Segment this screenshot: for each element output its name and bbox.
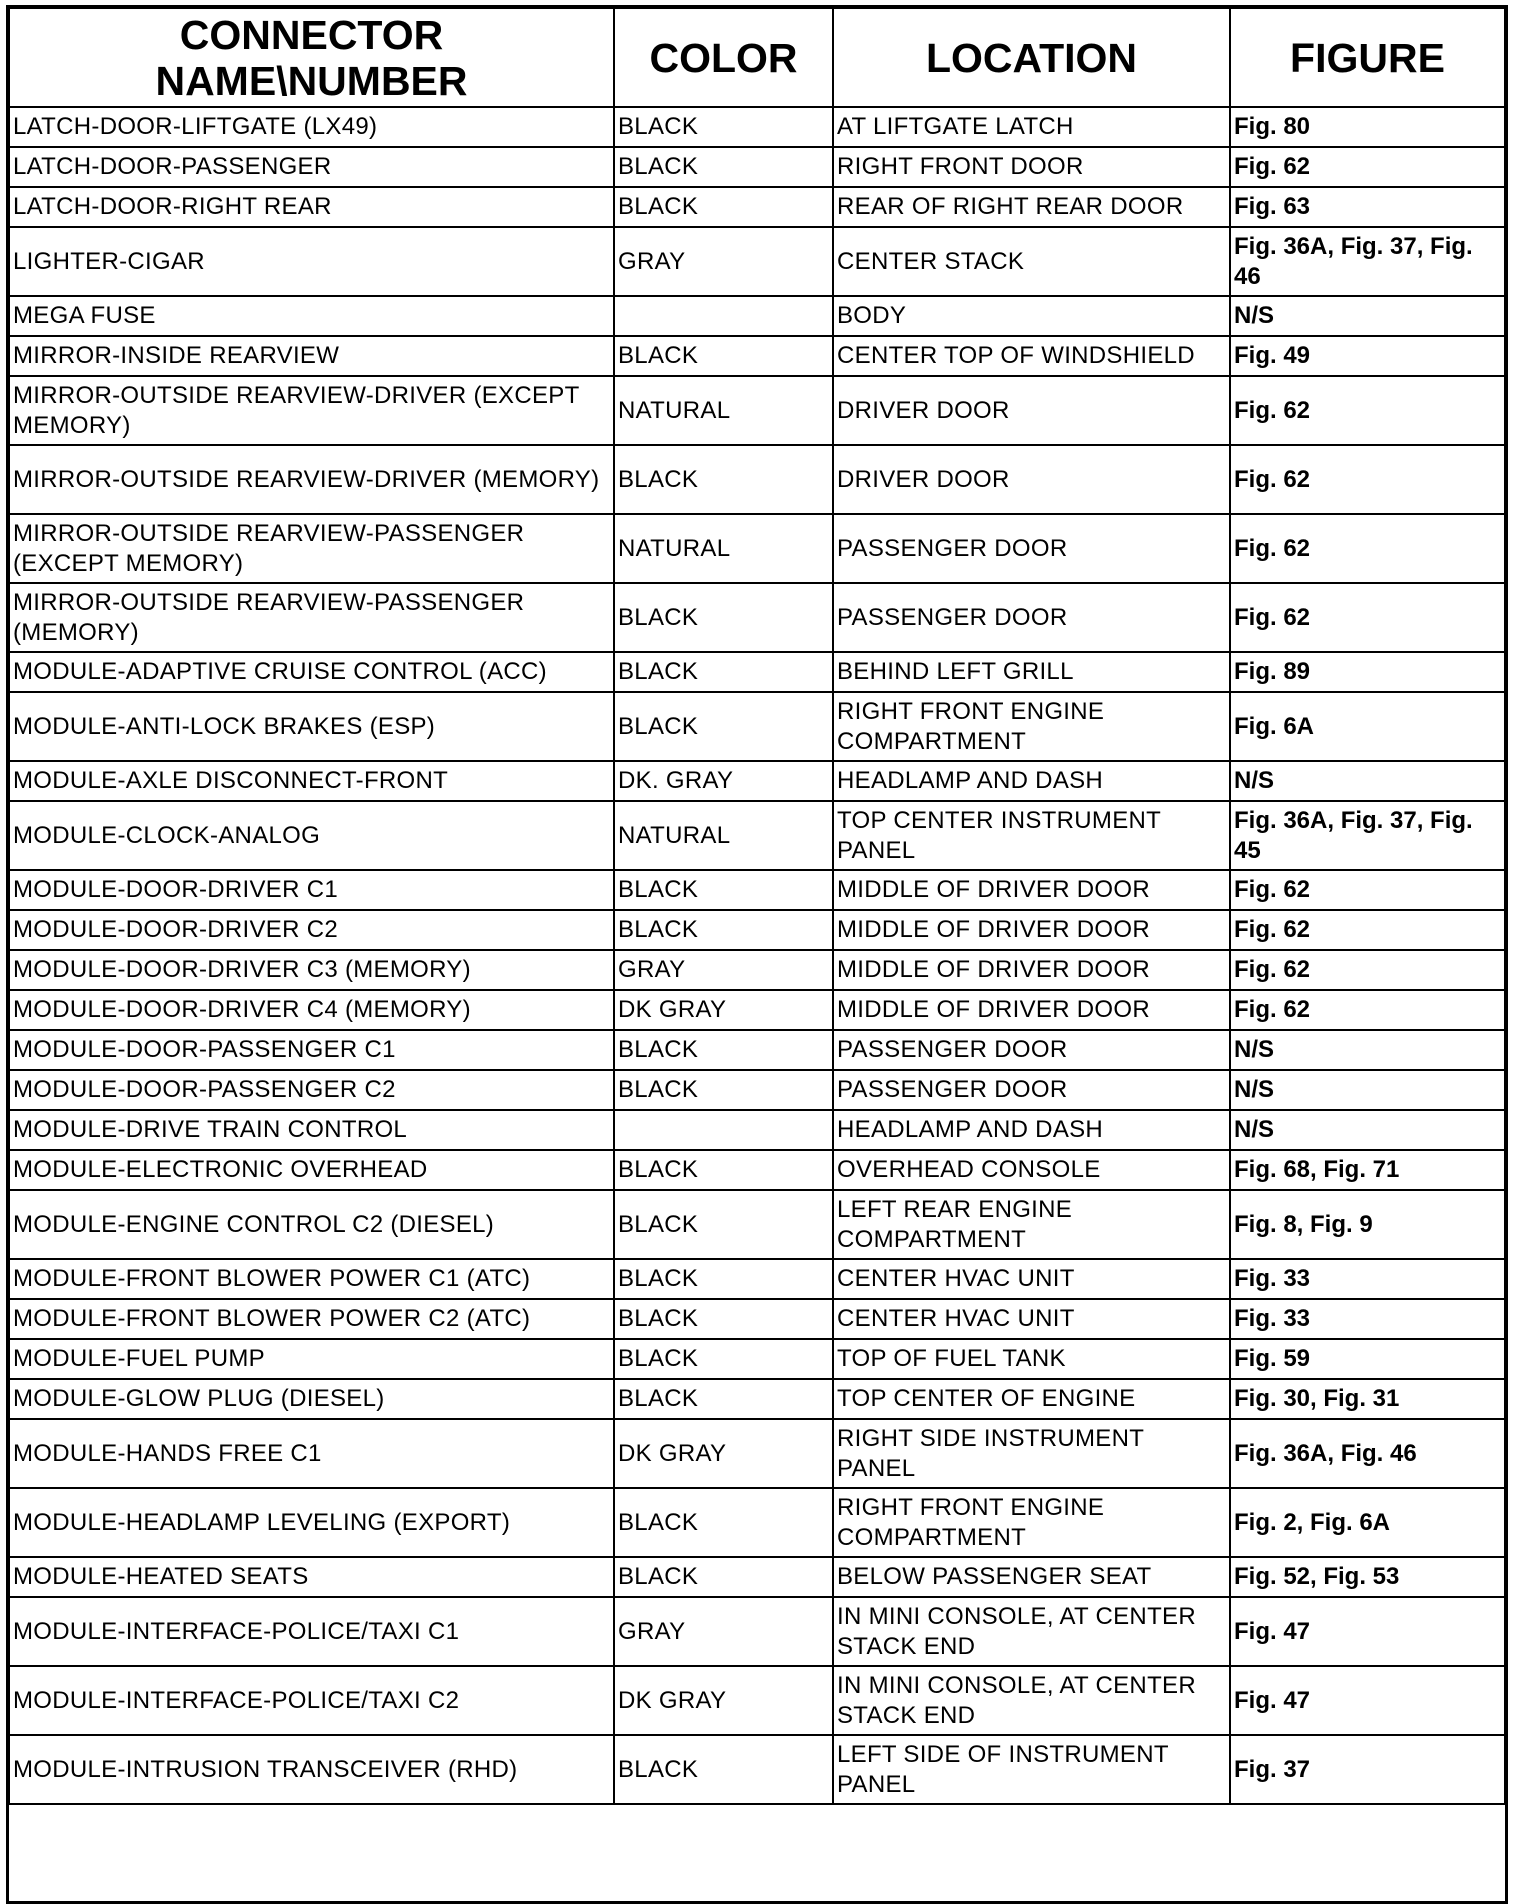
cell-connector-name: MODULE-ELECTRONIC OVERHEAD [9, 1150, 614, 1190]
cell-figure: Fig. 62 [1230, 910, 1505, 950]
cell-color: NATURAL [614, 514, 833, 583]
cell-color: BLACK [614, 1488, 833, 1557]
cell-figure: Fig. 63 [1230, 187, 1505, 227]
table-row [9, 107, 1505, 147]
cell-connector-name: MEGA FUSE [9, 296, 614, 336]
cell-location: HEADLAMP AND DASH [833, 1110, 1230, 1150]
table-row [9, 1666, 1505, 1735]
table-row [9, 445, 1505, 514]
header-color: COLOR [614, 8, 833, 107]
cell-location: TOP CENTER INSTRUMENT PANEL [833, 801, 1230, 870]
cell-location: MIDDLE OF DRIVER DOOR [833, 910, 1230, 950]
cell-figure: Fig. 47 [1230, 1666, 1505, 1735]
cell-figure: Fig. 8, Fig. 9 [1230, 1190, 1505, 1259]
cell-connector-name: MODULE-DOOR-DRIVER C4 (MEMORY) [9, 990, 614, 1030]
cell-figure: Fig. 62 [1230, 147, 1505, 187]
cell-connector-name: LATCH-DOOR-RIGHT REAR [9, 187, 614, 227]
cell-figure: N/S [1230, 1070, 1505, 1110]
cell-location: RIGHT FRONT DOOR [833, 147, 1230, 187]
cell-connector-name: MODULE-FRONT BLOWER POWER C2 (ATC) [9, 1299, 614, 1339]
cell-location: PASSENGER DOOR [833, 583, 1230, 652]
cell-color: BLACK [614, 1190, 833, 1259]
cell-figure: Fig. 80 [1230, 107, 1505, 147]
table-row [9, 1299, 1505, 1339]
cell-location: BEHIND LEFT GRILL [833, 652, 1230, 692]
cell-color: BLACK [614, 187, 833, 227]
cell-figure: Fig. 30, Fig. 31 [1230, 1379, 1505, 1419]
cell-color: BLACK [614, 1259, 833, 1299]
cell-color: BLACK [614, 1299, 833, 1339]
cell-color: NATURAL [614, 376, 833, 445]
cell-connector-name: MODULE-ANTI-LOCK BRAKES (ESP) [9, 692, 614, 761]
cell-location: TOP OF FUEL TANK [833, 1339, 1230, 1379]
cell-figure: N/S [1230, 296, 1505, 336]
cell-location: CENTER HVAC UNIT [833, 1259, 1230, 1299]
table-row [9, 514, 1505, 583]
cell-figure: Fig. 62 [1230, 990, 1505, 1030]
cell-color: BLACK [614, 652, 833, 692]
cell-color: DK GRAY [614, 1666, 833, 1735]
cell-connector-name: MODULE-HANDS FREE C1 [9, 1419, 614, 1488]
cell-figure: Fig. 62 [1230, 445, 1505, 514]
cell-connector-name: MODULE-DOOR-PASSENGER C1 [9, 1030, 614, 1070]
cell-connector-name: MODULE-ENGINE CONTROL C2 (DIESEL) [9, 1190, 614, 1259]
cell-connector-name: MODULE-DRIVE TRAIN CONTROL [9, 1110, 614, 1150]
cell-location: MIDDLE OF DRIVER DOOR [833, 950, 1230, 990]
cell-location: PASSENGER DOOR [833, 1070, 1230, 1110]
table-row [9, 1070, 1505, 1110]
cell-figure: Fig. 33 [1230, 1299, 1505, 1339]
cell-location: TOP CENTER OF ENGINE [833, 1379, 1230, 1419]
cell-location: BELOW PASSENGER SEAT [833, 1557, 1230, 1597]
header-connector-name: CONNECTOR NAME\NUMBER [9, 8, 614, 107]
table-row [9, 296, 1505, 336]
cell-connector-name: LATCH-DOOR-PASSENGER [9, 147, 614, 187]
cell-location: DRIVER DOOR [833, 376, 1230, 445]
cell-figure: Fig. 52, Fig. 53 [1230, 1557, 1505, 1597]
cell-connector-name: MODULE-CLOCK-ANALOG [9, 801, 614, 870]
table-body [9, 107, 1505, 1804]
cell-figure: Fig. 59 [1230, 1339, 1505, 1379]
table-row [9, 1190, 1505, 1259]
cell-connector-name: LATCH-DOOR-LIFTGATE (LX49) [9, 107, 614, 147]
table-row [9, 1339, 1505, 1379]
table-row [9, 227, 1505, 296]
cell-location: CENTER HVAC UNIT [833, 1299, 1230, 1339]
cell-location: REAR OF RIGHT REAR DOOR [833, 187, 1230, 227]
cell-connector-name: MIRROR-OUTSIDE REARVIEW-DRIVER (EXCEPT MEMORY) [9, 376, 614, 445]
cell-color: BLACK [614, 583, 833, 652]
header-row [9, 8, 1505, 107]
cell-connector-name: LIGHTER-CIGAR [9, 227, 614, 296]
cell-color: BLACK [614, 1070, 833, 1110]
cell-connector-name: MIRROR-INSIDE REARVIEW [9, 336, 614, 376]
cell-color: GRAY [614, 950, 833, 990]
cell-color: BLACK [614, 1557, 833, 1597]
cell-color: BLACK [614, 1339, 833, 1379]
cell-location: LEFT REAR ENGINE COMPARTMENT [833, 1190, 1230, 1259]
cell-connector-name: MODULE-ADAPTIVE CRUISE CONTROL (ACC) [9, 652, 614, 692]
cell-connector-name: MODULE-AXLE DISCONNECT-FRONT [9, 761, 614, 801]
table-header [9, 8, 1505, 107]
cell-figure: Fig. 36A, Fig. 46 [1230, 1419, 1505, 1488]
cell-location: MIDDLE OF DRIVER DOOR [833, 990, 1230, 1030]
cell-location: PASSENGER DOOR [833, 1030, 1230, 1070]
header-location: LOCATION [833, 8, 1230, 107]
cell-connector-name: MODULE-HEATED SEATS [9, 1557, 614, 1597]
cell-color: BLACK [614, 1735, 833, 1804]
table-row [9, 1110, 1505, 1150]
cell-figure: Fig. 68, Fig. 71 [1230, 1150, 1505, 1190]
table-row [9, 1030, 1505, 1070]
cell-figure: Fig. 6A [1230, 692, 1505, 761]
cell-color: DK GRAY [614, 1419, 833, 1488]
cell-connector-name: MODULE-HEADLAMP LEVELING (EXPORT) [9, 1488, 614, 1557]
cell-figure: Fig. 89 [1230, 652, 1505, 692]
cell-location: RIGHT SIDE INSTRUMENT PANEL [833, 1419, 1230, 1488]
cell-location: DRIVER DOOR [833, 445, 1230, 514]
table-row [9, 1259, 1505, 1299]
cell-color: GRAY [614, 227, 833, 296]
cell-location: CENTER STACK [833, 227, 1230, 296]
cell-color: BLACK [614, 1030, 833, 1070]
connector-table [8, 7, 1506, 1805]
table-row [9, 1150, 1505, 1190]
cell-connector-name: MODULE-FUEL PUMP [9, 1339, 614, 1379]
cell-connector-name: MODULE-DOOR-DRIVER C1 [9, 870, 614, 910]
cell-color: BLACK [614, 336, 833, 376]
table-row [9, 583, 1505, 652]
table-row [9, 692, 1505, 761]
table-row [9, 761, 1505, 801]
cell-location: PASSENGER DOOR [833, 514, 1230, 583]
cell-figure: Fig. 2, Fig. 6A [1230, 1488, 1505, 1557]
table-row [9, 652, 1505, 692]
cell-connector-name: MIRROR-OUTSIDE REARVIEW-DRIVER (MEMORY) [9, 445, 614, 514]
table-row [9, 336, 1505, 376]
table-row [9, 870, 1505, 910]
table-row [9, 950, 1505, 990]
cell-figure: Fig. 47 [1230, 1597, 1505, 1666]
cell-color: BLACK [614, 870, 833, 910]
table-row [9, 910, 1505, 950]
cell-color: BLACK [614, 107, 833, 147]
cell-location: RIGHT FRONT ENGINE COMPARTMENT [833, 1488, 1230, 1557]
cell-connector-name: MODULE-DOOR-PASSENGER C2 [9, 1070, 614, 1110]
cell-figure: Fig. 36A, Fig. 37, Fig. 45 [1230, 801, 1505, 870]
cell-connector-name: MIRROR-OUTSIDE REARVIEW-PASSENGER (MEMORY) [9, 583, 614, 652]
cell-connector-name: MODULE-DOOR-DRIVER C2 [9, 910, 614, 950]
cell-figure: N/S [1230, 1030, 1505, 1070]
cell-color [614, 296, 833, 336]
cell-color: GRAY [614, 1597, 833, 1666]
cell-connector-name: MODULE-INTERFACE-POLICE/TAXI C2 [9, 1666, 614, 1735]
cell-figure: Fig. 62 [1230, 583, 1505, 652]
cell-color: DK. GRAY [614, 761, 833, 801]
table-row [9, 1379, 1505, 1419]
cell-color: BLACK [614, 147, 833, 187]
cell-color: NATURAL [614, 801, 833, 870]
table-row [9, 187, 1505, 227]
table-row [9, 376, 1505, 445]
cell-location: IN MINI CONSOLE, AT CENTER STACK END [833, 1666, 1230, 1735]
cell-figure: Fig. 49 [1230, 336, 1505, 376]
cell-location: HEADLAMP AND DASH [833, 761, 1230, 801]
cell-connector-name: MODULE-INTRUSION TRANSCEIVER (RHD) [9, 1735, 614, 1804]
table-row [9, 147, 1505, 187]
table-row [9, 1735, 1505, 1804]
cell-connector-name: MODULE-FRONT BLOWER POWER C1 (ATC) [9, 1259, 614, 1299]
table-row [9, 1597, 1505, 1666]
cell-figure: Fig. 37 [1230, 1735, 1505, 1804]
cell-figure: Fig. 62 [1230, 870, 1505, 910]
cell-color: DK GRAY [614, 990, 833, 1030]
cell-figure: Fig. 62 [1230, 514, 1505, 583]
cell-figure: Fig. 36A, Fig. 37, Fig. 46 [1230, 227, 1505, 296]
cell-location: LEFT SIDE OF INSTRUMENT PANEL [833, 1735, 1230, 1804]
cell-location: RIGHT FRONT ENGINE COMPARTMENT [833, 692, 1230, 761]
cell-figure: Fig. 33 [1230, 1259, 1505, 1299]
cell-connector-name: MODULE-INTERFACE-POLICE/TAXI C1 [9, 1597, 614, 1666]
cell-color: BLACK [614, 445, 833, 514]
cell-location: IN MINI CONSOLE, AT CENTER STACK END [833, 1597, 1230, 1666]
cell-location: BODY [833, 296, 1230, 336]
cell-connector-name: MODULE-GLOW PLUG (DIESEL) [9, 1379, 614, 1419]
table-row [9, 1557, 1505, 1597]
cell-color: BLACK [614, 692, 833, 761]
header-figure: FIGURE [1230, 8, 1505, 107]
table-row [9, 1488, 1505, 1557]
cell-figure: N/S [1230, 1110, 1505, 1150]
cell-location: CENTER TOP OF WINDSHIELD [833, 336, 1230, 376]
cell-location: MIDDLE OF DRIVER DOOR [833, 870, 1230, 910]
cell-figure: Fig. 62 [1230, 376, 1505, 445]
cell-location: OVERHEAD CONSOLE [833, 1150, 1230, 1190]
cell-color: BLACK [614, 1150, 833, 1190]
table-row [9, 1419, 1505, 1488]
cell-figure: N/S [1230, 761, 1505, 801]
cell-connector-name: MODULE-DOOR-DRIVER C3 (MEMORY) [9, 950, 614, 990]
table-row [9, 990, 1505, 1030]
table-row [9, 801, 1505, 870]
cell-location: AT LIFTGATE LATCH [833, 107, 1230, 147]
cell-color [614, 1110, 833, 1150]
cell-figure: Fig. 62 [1230, 950, 1505, 990]
cell-connector-name: MIRROR-OUTSIDE REARVIEW-PASSENGER (EXCEPT MEMORY) [9, 514, 614, 583]
cell-color: BLACK [614, 910, 833, 950]
cell-color: BLACK [614, 1379, 833, 1419]
